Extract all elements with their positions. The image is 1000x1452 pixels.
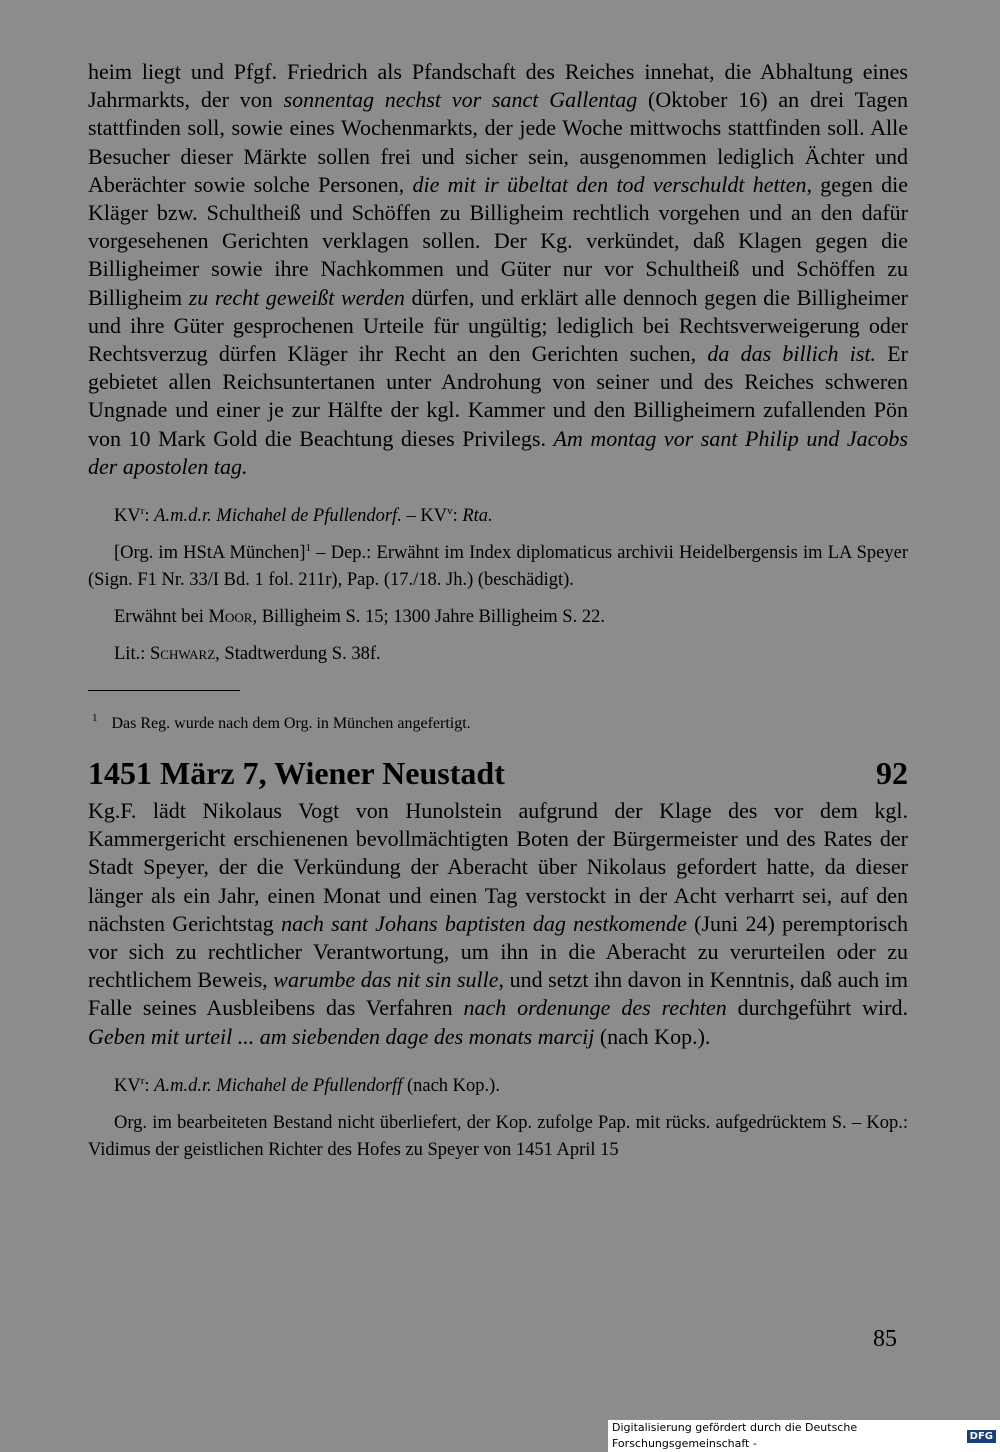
quote-italic: sonnentag nechst vor sanct Gallentag <box>283 87 638 113</box>
text-run: , Billigheim S. 15; 1300 Jahre Billigheim S. 22. <box>252 607 605 628</box>
text-run: heim liegt und Pfgf. Friedrich als Pfandschaft des Reiches innehat, die Abhaltung eines Jahrmarkts, der von <box>88 59 908 113</box>
text-run: Er gebietet allen Reichsuntertanen unter Androhung von seiner und des Reiches schweren Ungnade und einer je zur Hälfte der kgl. Kammer und den Billigheimern zufallenden Pön von 10 Mark Gold die Beachtung dieses Privilegs. <box>88 341 908 451</box>
overlieferung-91 <box>88 540 908 594</box>
text-run: Kg.F. lädt Nikolaus Vogt von Hunolstein aufgrund der Klage des vor dem kgl. Kammergericht erschienenen bevollmächtigten Boten der Bürgermeister und des Rates der Stadt Speyer, der die Verkündung der Aberacht über Nikolaus gefordert hatte, da dieser länger als ein Jahr, einen Monat und einen Tag verstockt in der Acht verharrt sei, auf den nächsten Gerichtstag <box>88 798 908 936</box>
kv-sup: r <box>140 1074 145 1087</box>
text-run: , Stadtwerdung S. 38f. <box>215 644 381 665</box>
regest-92-text <box>88 797 908 1051</box>
dfg-logo-icon: DFG <box>967 1430 996 1443</box>
erwaehnt-91 <box>88 604 908 631</box>
regest-date-place: 1451 März 7, Wiener Neustadt <box>88 755 505 792</box>
author-smallcaps: Schwarz <box>149 644 216 665</box>
quote-italic: Geben mit urteil ... am siebenden dage des monats marcij <box>88 1023 595 1049</box>
footnote-mark: 1 <box>92 712 98 725</box>
regest-92-heading <box>88 753 908 793</box>
text-run: (nach Kop.). <box>402 1075 500 1096</box>
text-run: durchgeführt wird. <box>726 995 908 1021</box>
regest-number: 92 <box>876 755 908 792</box>
overlieferung-92 <box>88 1110 908 1164</box>
quote-italic: warumbe das nit sin sulle <box>273 967 499 993</box>
text-run: Lit.: <box>114 644 150 665</box>
footnote-divider <box>88 690 240 691</box>
footnote-1 <box>88 713 908 735</box>
text-run: – Dep.: Erwähnt im Index diplomaticus archivii Heidelbergensis im LA Speyer (Sign. F1 Nr. 33/I Bd. 1 fol. 211r), Pap. (17./18. Jh.) (beschädigt). <box>88 543 908 591</box>
kv-sup: r <box>140 505 145 518</box>
text-run: : <box>144 506 155 527</box>
kv-label: KV <box>114 506 141 527</box>
text-run: Org. im bearbeiteten Bestand nicht überliefert, der Kop. zufolge Pap. mit rücks. aufgedrücktem S. – Kop.: Vidimus der geistlichen Richter des Hofes zu Speyer von 1451 April 15 <box>88 1112 908 1160</box>
kv-italic: A.m.d.r. Michahel de Pfullendorff <box>154 1075 403 1096</box>
text-run: , gegen die Kläger bzw. Schultheiß und Schöffen zu Billigheim rechtlich vorgehen und an den dafür vorgesehenen Gerichten verklagen sollen. Der Kg. verkündet, daß Klagen gegen die Billigheimer sowie ihre Nachkommen und Güter nur vor Schultheiß und Schöffen zu Billigheim <box>88 171 908 310</box>
quote-italic: nach ordenunge des rechten <box>463 995 727 1021</box>
quote-italic: zu recht geweißt werden <box>188 284 405 310</box>
text-run: dürfen, und erklärt alle dennoch gegen die Billigheimer und ihre Güter gesprochenen Urteile für ungültig; lediglich bei Rechtsverweigerung oder Rechtsverzug dürfen Kläger ihr Recht an den Gerichten suchen, <box>88 284 908 367</box>
page-number: 85 <box>873 1326 897 1352</box>
text-run: [Org. im HStA München] <box>114 543 306 564</box>
text-run: (Oktober 16) an drei Tagen stattfinden soll, sowie eines Wochenmarkts, der jede Woche mittwochs stattfinden soll. Alle Besucher dieser Märkte sollen frei und sicher sein, ausgenommen lediglich Ächter und Aberächter sowie solche Personen, <box>88 87 908 197</box>
digitization-credit <box>608 1420 1000 1452</box>
document-page <box>88 58 908 1164</box>
quote-italic: Am montag vor sant Philip und Jacobs der apostolen tag. <box>88 425 908 479</box>
kanzleivermerk-92 <box>88 1073 908 1100</box>
text-run: : <box>452 506 463 527</box>
kv-italic: Rta. <box>462 506 493 527</box>
regest-91-continuation <box>88 58 908 481</box>
text-run: , und setzt ihn davon in Kenntnis, daß auch im Falle seines Ausbleibens das Verfahren <box>88 967 908 1021</box>
text-run: (nach Kop.). <box>594 1023 711 1049</box>
text-run: – KV <box>401 506 448 527</box>
quote-italic: da das billich ist. <box>707 341 877 367</box>
author-smallcaps: Moor <box>208 607 253 628</box>
credit-text: Digitalisierung gefördert durch die Deutsche Forschungsgemeinschaft - <box>612 1421 858 1450</box>
footnote-ref: 1 <box>305 542 312 555</box>
text-run: (Juni 24) peremptorisch vor sich zu rechtlicher Verantwortung, um ihn in die Aberacht zu verurteilen oder zu rechtlichem Beweis, <box>88 910 909 993</box>
kv-label: KV <box>114 1075 141 1096</box>
kanzleivermerk-91 <box>88 503 908 530</box>
text-run: : <box>144 1075 155 1096</box>
literatur-91 <box>88 641 908 668</box>
quote-italic: nach sant Johans baptisten dag nestkomende <box>281 910 687 936</box>
text-run: Erwähnt bei <box>114 607 209 628</box>
quote-italic: die mit ir übeltat den tod verschuldt hetten <box>412 171 807 197</box>
kv-italic: A.m.d.r. Michahel de Pfullendorf. <box>154 506 402 527</box>
kv-sup: v <box>447 505 453 518</box>
footnote-text: Das Reg. wurde nach dem Org. in München angefertigt. <box>111 715 471 733</box>
